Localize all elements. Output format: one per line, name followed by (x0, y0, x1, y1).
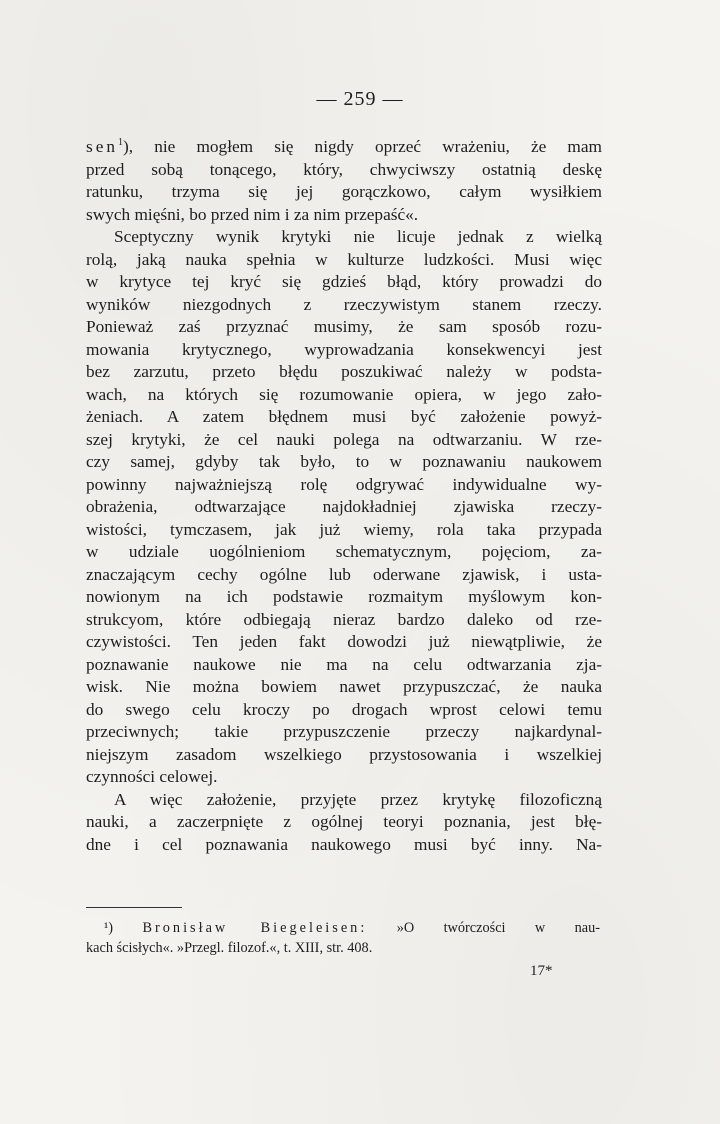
text-line: mowania krytycznego, wyprowadzania konsekwencyi jest (86, 339, 602, 359)
text-line: powinny najważniejszą rolę odgrywać indywidualne wy- (86, 474, 602, 494)
text-line: znaczającym cechy ogólne lub oderwane zjawisk, i usta- (86, 564, 602, 584)
text-line: w udziale uogólnieniom schematycznym, pojęciom, za- (86, 542, 602, 561)
text-line (86, 136, 602, 159)
text-line: czynności celowej. (86, 767, 218, 786)
text-line: przed sobą tonącego, który, chwyciwszy ostatnią deskę (86, 159, 602, 179)
signature-mark: 17* (530, 963, 553, 979)
footnote-divider (86, 907, 182, 908)
footnote-ref: 1 (118, 137, 124, 149)
text-line: strukcyom, które odbiegają nieraz bardzo daleko od rze- (86, 609, 602, 629)
page-number-header: — 259 — (316, 88, 404, 110)
text-fragment: sen (86, 137, 119, 156)
text-line: czywistości. Ten jeden fakt dowodzi już niewątpliwie, że (86, 632, 602, 651)
text-line: do swego celu kroczy po drogach wprost celowi temu (86, 699, 602, 719)
footnote-title: »O twórczości w nau- (396, 920, 601, 936)
text-line: Sceptyczny wynik krytyki nie licuje jednak z wielką (114, 227, 602, 246)
text-line: Ponieważ zaś przyznać musimy, że sam sposób rozu- (86, 317, 602, 336)
text-line: wisk. Nie można bowiem nawet przypuszczać, że nauka (86, 677, 602, 696)
text-line: wyników niezgodnych z rzeczywistym stanem rzeczy. (86, 294, 602, 314)
text-line: czy samej, gdyby tak było, to w poznawaniu naukowem (86, 452, 602, 471)
text-line: swych mięśni, bo przed nim i za nim przepaść«. (86, 204, 419, 224)
text-line: nowionym na ich podstawie rozmaitym myślowym kon- (86, 587, 602, 606)
text-line: w krytyce tej kryć się gdzieś błąd, który prowadzi do (86, 272, 602, 291)
footnote-author: Bronisław Biegeleisen: (142, 920, 368, 936)
text-line: przeciwnych; takie przypuszczenie przeczy najkardynal- (86, 722, 602, 741)
text-fragment: ), nie mogłem się nigdy oprzeć wrażeniu, że mam (123, 137, 602, 156)
text-line: szej krytyki, że cel nauki polega na odtwarzaniu. W rze- (86, 429, 602, 449)
text-line: wach, na których się rozumowanie opiera, w jego zało- (86, 384, 602, 404)
text-line: wistości, tymczasem, jak już wiemy, rola taka przypada (86, 519, 602, 539)
text-line: rolą, jaką nauka spełnia w kulturze ludzkości. Musi więc (86, 249, 602, 269)
footnote-line: kach ścisłych«. »Przegl. filozof.«, t. XIII, str. 408. (86, 940, 373, 956)
footnote-line (86, 918, 600, 938)
text-line: obrażenia, odtwarzające najdokładniej zjawiska rzeczy- (86, 497, 602, 516)
footnote (86, 918, 600, 958)
text-line: nauki, a zaczerpnięte z ogólnej teoryi poznania, jest błę- (86, 812, 602, 831)
text-line: poznawanie naukowe nie ma na celu odtwarzania zja- (86, 654, 602, 674)
footnote-marker: ¹) (104, 920, 114, 936)
main-text (86, 136, 602, 856)
text-line: ratunku, trzyma się jej gorączkowo, całym wysiłkiem (86, 182, 602, 201)
text-line: niejszym zasadom wszelkiego przystosowania i wszelkiej (86, 744, 602, 764)
text-line: bez zarzutu, przeto błędu poszukiwać należy w podsta- (86, 362, 602, 381)
text-line: żeniach. A zatem błędnem musi być założenie powyż- (86, 407, 602, 426)
text-line: dne i cel poznawania naukowego musi być inny. Na- (86, 834, 602, 854)
text-line: A więc założenie, przyjęte przez krytykę filozoficzną (114, 789, 602, 809)
